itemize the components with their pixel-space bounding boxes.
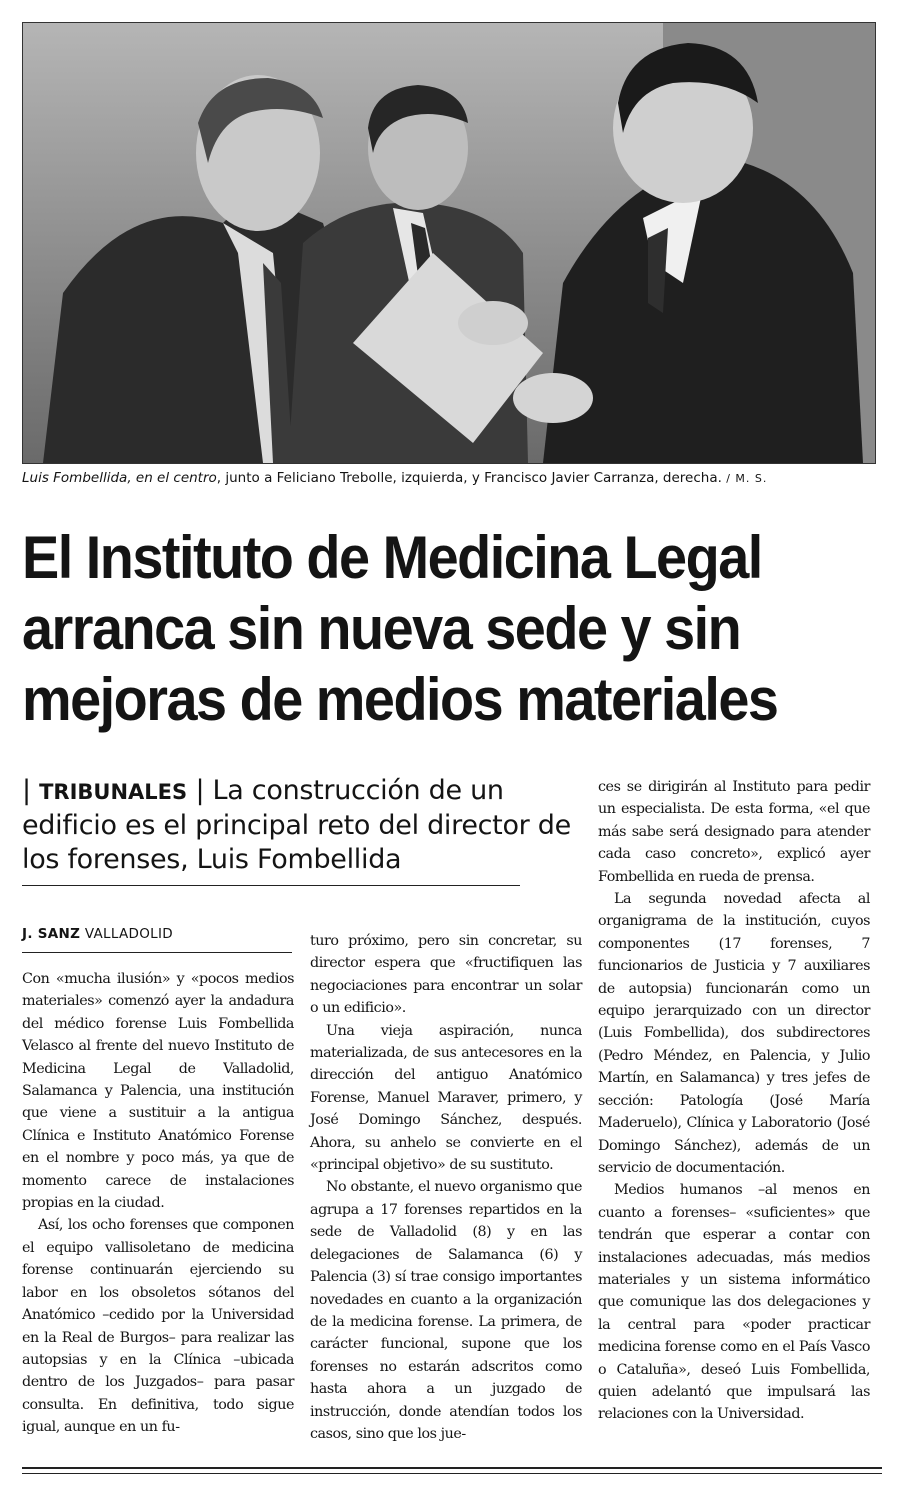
- caption-name: Luis Fombellida: [22, 470, 128, 486]
- photo-caption: [22, 468, 882, 489]
- byline-divider: [22, 952, 292, 953]
- paragraph: Así, los ocho forenses que componen el equipo vallisoletano de medicina forense continuarán ejerciendo su labor en los obsoletos sótanos del Anatómico –cedido por la Universidad en la Real de Burgos– para realizar las autopsias y en la Clínica –ubicada dentro de los Juzgados– para pasar consulta. En definitiva, todo sigue igual, aunque en un fu-: [22, 1217, 294, 1436]
- page-bottom-rule: [22, 1467, 882, 1469]
- headline-line-1: El Instituto de Medicina Legal: [22, 524, 762, 591]
- paragraph: Con «mucha ilusión» y «pocos medios materiales» comenzó ayer la andadura del médico forense Luis Fombellida Velasco al frente del nuevo Instituto de Medicina Legal de Valladolid, Salamanca y Palencia, una institución que viene a sustituir a la antigua Clínica e Instituto Anatómico Forense en el nombre y poco más, ya que de momento carece de instalaciones propias en la ciudad.: [22, 971, 294, 1212]
- paragraph: Medios humanos –al menos en cuanto a forenses– «suficientes» que tendrán que esperar a contar con instalaciones adecuadas, más medios materiales y un sistema informático que comunique las dos delegaciones y la central para «poder practicar medicina forense como en el País Vasco o Cataluña», deseó Luis Fombellida, quien adelantó que impulsará las relaciones con la Universidad.: [598, 1182, 870, 1423]
- three-men-photo-illustration: [23, 23, 875, 463]
- section-bar-right: |: [195, 775, 205, 806]
- section-label: TRIBUNALES: [39, 780, 188, 804]
- article-column-2: [310, 930, 582, 1445]
- headline-line-2: arranca sin nueva sede y sin: [22, 595, 741, 662]
- page-bottom-rule-thin: [22, 1473, 882, 1474]
- article-column-3: [598, 776, 870, 1426]
- headline-line-3: mejoras de medios materiales: [22, 666, 778, 733]
- caption-italic-part: , en el centro: [127, 470, 217, 486]
- deck-text: La construcción de un edificio es el principal reto del director de los forenses, Luis Fombellida: [22, 775, 571, 875]
- byline: [22, 926, 173, 942]
- byline-author: J. SANZ: [22, 926, 81, 942]
- paragraph: turo próximo, pero sin concretar, su director espera que «fructifiquen las negociaciones para encontrar un solar o un edificio».: [310, 933, 582, 1017]
- photo-credit: / M. S.: [726, 472, 768, 485]
- section-bar-left: |: [22, 775, 31, 806]
- byline-place: VALLADOLID: [84, 926, 173, 942]
- headline: [22, 522, 822, 735]
- paragraph: ces se dirigirán al Instituto para pedir un especialista. De esta forma, «el que más sabe será designado para atender cada caso concreto», explicó ayer Fombellida en rueda de prensa.: [598, 779, 870, 885]
- article-column-1: [22, 968, 294, 1439]
- deck-subheadline: [22, 774, 582, 877]
- news-photo: [22, 22, 876, 464]
- caption-text: , junto a Feliciano Trebolle, izquierda, y Francisco Javier Carranza, derecha.: [216, 470, 722, 486]
- paragraph: Una vieja aspiración, nunca materializada, de sus antecesores en la dirección del antiguo Anatómico Forense, Manuel Maraver, primero, y José Domingo Sánchez, después. Ahora, su anhelo se convierte en el «principal objetivo» de su sustituto.: [310, 1022, 582, 1174]
- deck-divider: [22, 885, 520, 886]
- paragraph: La segunda novedad afecta al organigrama de la institución, cuyos componentes (17 forenses, 7 funcionarios de Justicia y 7 auxiliares de autopsia) funcionarán como un equipo jerarquizado con un director (Luis Fombellida), dos subdirectores (Pedro Méndez, en Palencia, y Julio Martín, en Salamanca) y tres jefes de sección: Patología (José María Maderuelo), Clínica y Laboratorio (José Domingo Sánchez), además de un servicio de documentación.: [598, 891, 870, 1176]
- paragraph: No obstante, el nuevo organismo que agrupa a 17 forenses repartidos en la sede de Valladolid (8) y en las delegaciones de Salamanca (6) y Palencia (3) sí trae consigo importantes novedades en cuanto a la organización de la medicina forense. La primera, de carácter funcional, supone que los forenses no estarán adscritos como hasta ahora a un juzgado de instrucción, donde atendían todos los casos, sino que los jue-: [310, 1179, 582, 1442]
